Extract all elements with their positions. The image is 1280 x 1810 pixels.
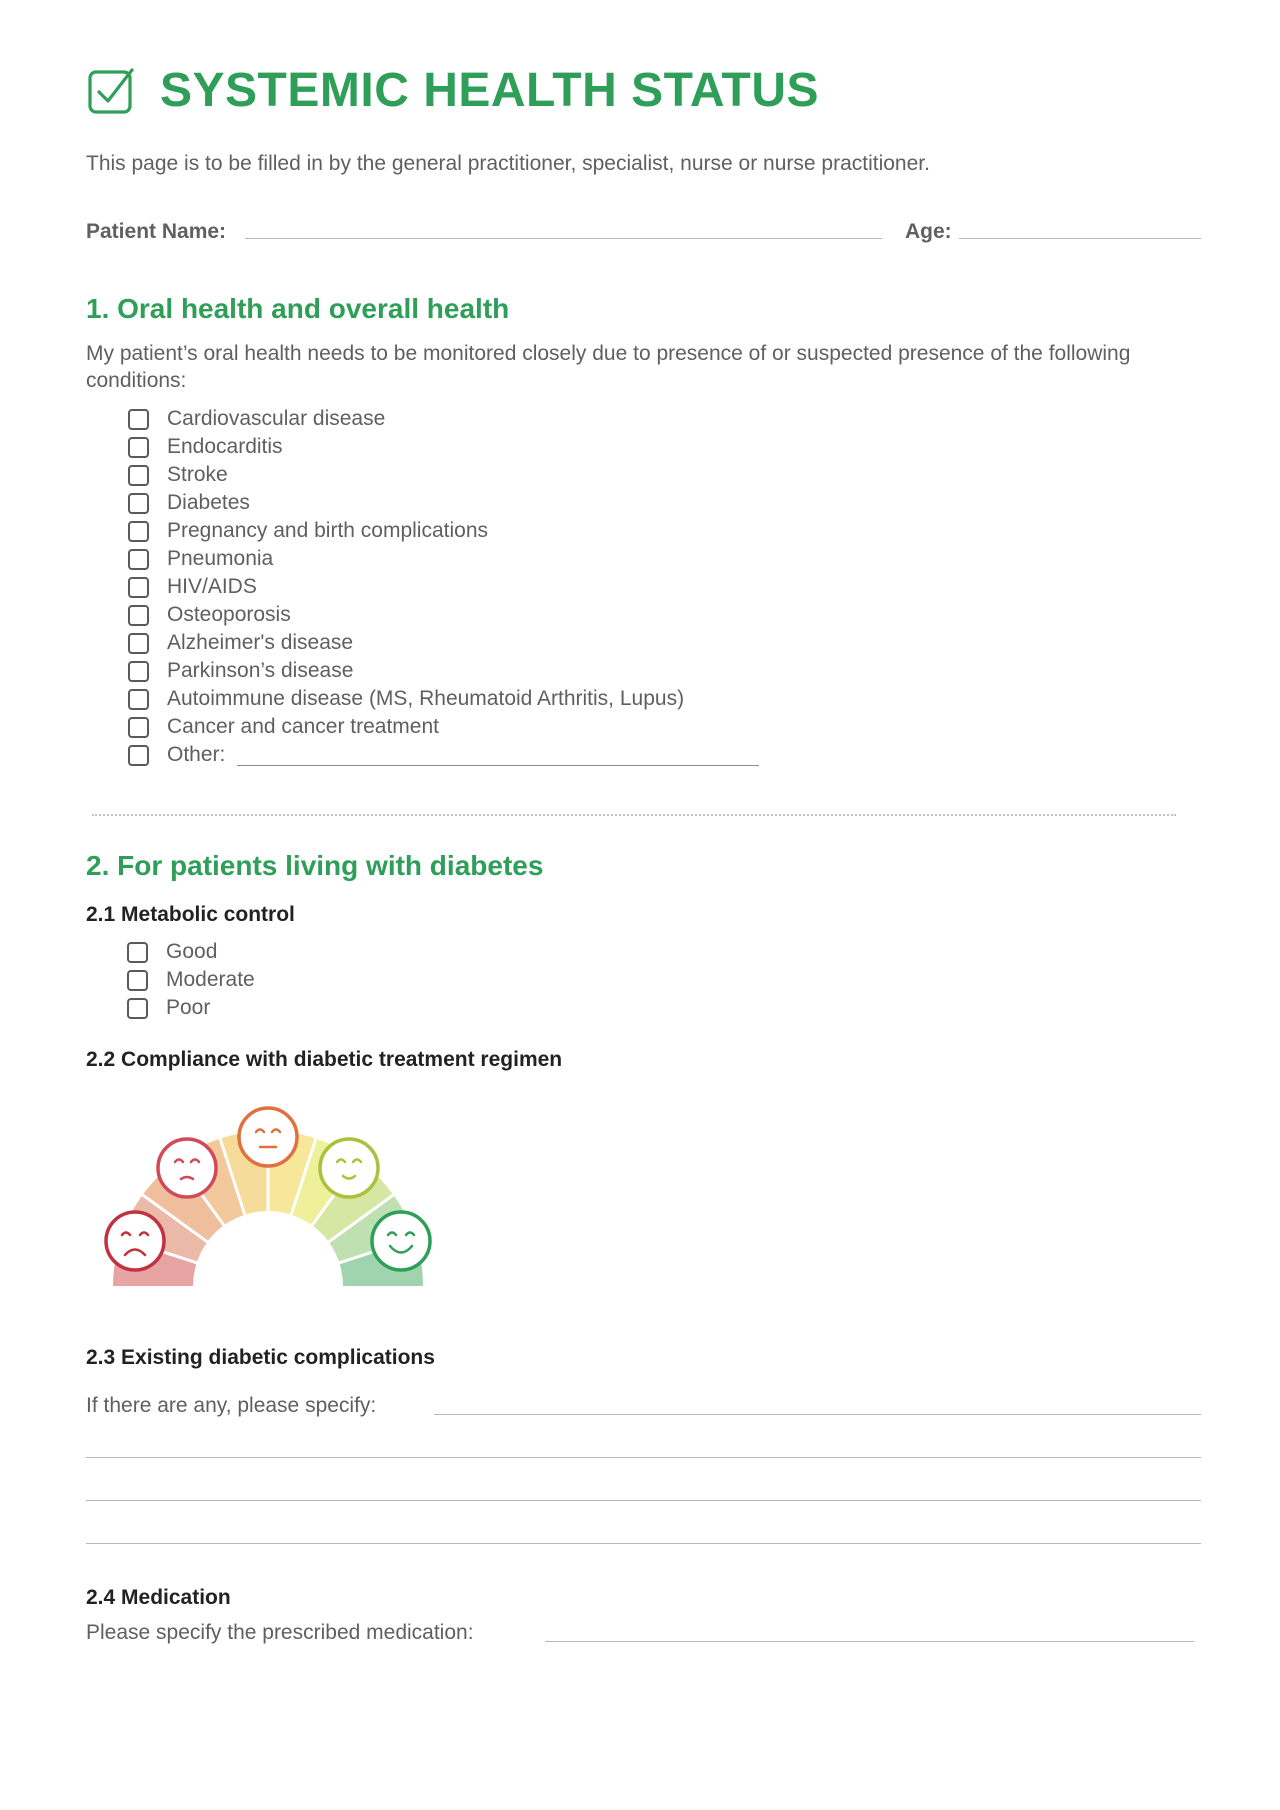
medication-prompt: Please specify the prescribed medication: [86, 1621, 474, 1644]
section-2-heading: 2. For patients living with diabetes [86, 850, 544, 881]
metabolic-option[interactable] [127, 938, 255, 966]
smile-face-icon[interactable] [320, 1139, 378, 1197]
condition-label: Stroke [167, 463, 228, 486]
section-divider [92, 814, 1176, 816]
condition-item[interactable] [128, 433, 759, 461]
checkbox[interactable] [128, 633, 149, 654]
checkbox[interactable] [128, 717, 149, 738]
condition-label: Autoimmune disease (MS, Rheumatoid Arthritis, Lupus) [167, 687, 685, 710]
intro-text: This page is to be filled in by the general practitioner, specialist, nurse or nurse practitioner. [86, 152, 930, 175]
compliance-scale [96, 1098, 446, 1293]
other-text-field[interactable] [237, 745, 759, 766]
section-1-description: My patient’s oral health needs to be monitored closely due to presence of or suspected presence of the following conditions: [86, 342, 1131, 392]
checkbox[interactable] [128, 493, 149, 514]
metabolic-option[interactable] [127, 966, 255, 994]
checkbox[interactable] [128, 465, 149, 486]
condition-label: Diabetes [167, 491, 250, 514]
section-1-heading: 1. Oral health and overall health [86, 293, 510, 324]
checkbox[interactable] [128, 661, 149, 682]
age-field[interactable] [959, 238, 1201, 239]
checkbox[interactable] [127, 970, 148, 991]
page-title: SYSTEMIC HEALTH STATUS [160, 63, 819, 117]
condition-item[interactable] [128, 461, 759, 489]
metabolic-option[interactable] [127, 994, 255, 1022]
condition-label: Cardiovascular disease [167, 407, 386, 430]
patient-name-label: Patient Name: [86, 220, 227, 243]
checkbox[interactable] [128, 437, 149, 458]
checkbox[interactable] [128, 745, 149, 766]
condition-label: Pneumonia [167, 547, 274, 570]
condition-item[interactable] [128, 489, 759, 517]
condition-item[interactable] [128, 545, 759, 573]
condition-item[interactable] [128, 517, 759, 545]
checkbox[interactable] [128, 549, 149, 570]
metabolic-control-options [127, 938, 255, 1022]
option-label: Moderate [166, 968, 255, 991]
condition-item-other[interactable] [128, 741, 759, 769]
condition-item[interactable] [128, 629, 759, 657]
condition-label: Alzheimer's disease [167, 631, 354, 654]
very-sad-face-icon[interactable] [106, 1212, 164, 1270]
checkbox[interactable] [128, 689, 149, 710]
checkbox[interactable] [128, 409, 149, 430]
option-label: Poor [166, 996, 211, 1019]
condition-item[interactable] [128, 657, 759, 685]
checkbox[interactable] [128, 577, 149, 598]
medication-field[interactable] [545, 1641, 1194, 1642]
condition-item[interactable] [128, 573, 759, 601]
complications-heading: 2.3 Existing diabetic complications [86, 1346, 435, 1369]
complications-field-line-3[interactable] [86, 1500, 1201, 1501]
medication-heading: 2.4 Medication [86, 1586, 231, 1609]
condition-item[interactable] [128, 405, 759, 433]
checkbox[interactable] [127, 942, 148, 963]
condition-label: Cancer and cancer treatment [167, 715, 439, 738]
page-header [86, 62, 819, 118]
condition-label: Pregnancy and birth complications [167, 519, 489, 542]
option-label: Good [166, 940, 218, 963]
condition-item[interactable] [128, 601, 759, 629]
checkbox[interactable] [128, 521, 149, 542]
complications-prompt: If there are any, please specify: [86, 1394, 377, 1417]
patient-name-field[interactable] [245, 238, 882, 239]
neutral-face-icon[interactable] [239, 1108, 297, 1166]
complications-field-line-4[interactable] [86, 1543, 1201, 1544]
sad-face-icon[interactable] [158, 1139, 216, 1197]
checkbox-check-icon [86, 64, 138, 116]
condition-label: Osteoporosis [167, 603, 291, 626]
age-label: Age: [905, 220, 952, 243]
condition-label: Endocarditis [167, 435, 283, 458]
conditions-checklist [128, 405, 759, 769]
checkbox[interactable] [128, 605, 149, 626]
metabolic-control-heading: 2.1 Metabolic control [86, 903, 295, 926]
complications-field-line-1[interactable] [434, 1414, 1201, 1415]
condition-label: HIV/AIDS [167, 575, 257, 598]
complications-field-line-2[interactable] [86, 1457, 1201, 1458]
condition-label: Parkinson’s disease [167, 659, 354, 682]
other-label: Other: [167, 743, 226, 766]
condition-item[interactable] [128, 713, 759, 741]
compliance-heading: 2.2 Compliance with diabetic treatment regimen [86, 1048, 563, 1071]
checkbox[interactable] [127, 998, 148, 1019]
condition-item[interactable] [128, 685, 759, 713]
happy-face-icon[interactable] [372, 1212, 430, 1270]
